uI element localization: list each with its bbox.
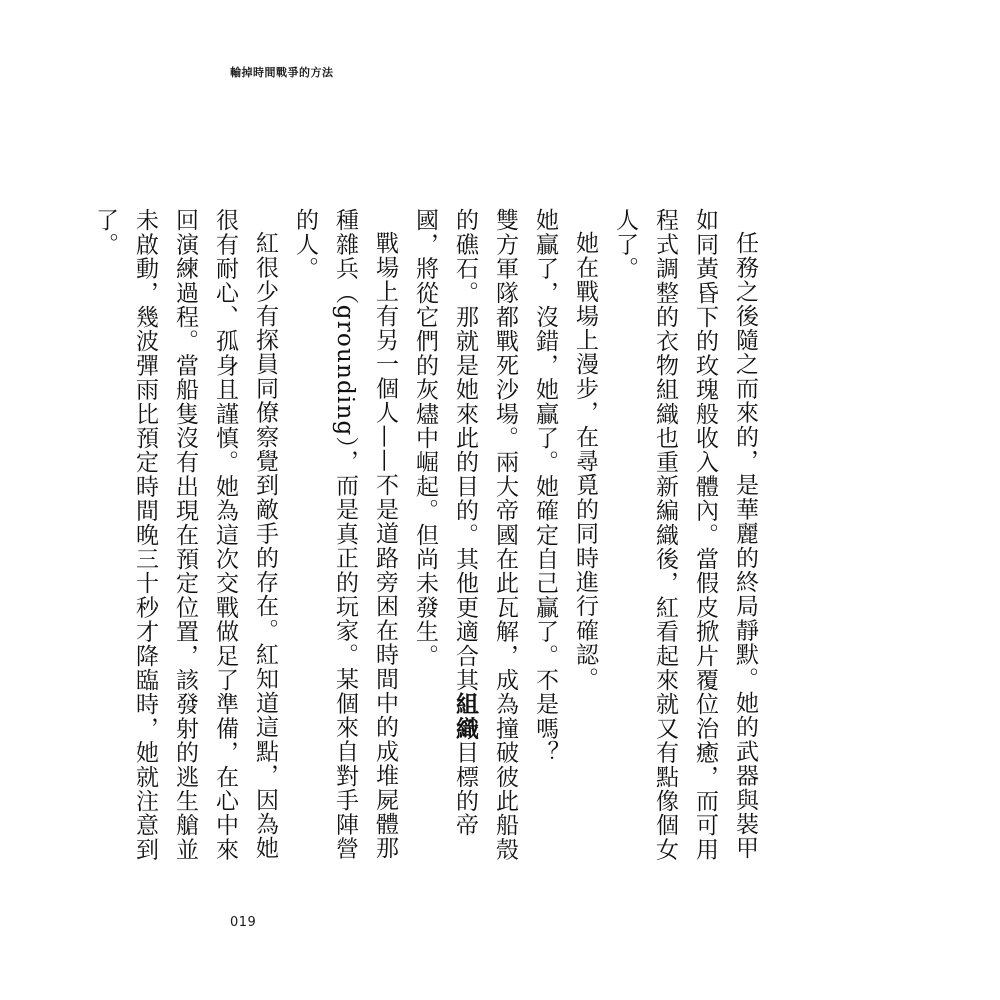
paragraph-2-text: 她在戰場上漫步，在尋覓的同時進行確認。 <box>572 231 598 691</box>
paragraph-5 <box>285 208 405 878</box>
page-number: 019 <box>230 915 257 930</box>
paragraph-1 <box>605 208 765 878</box>
paragraph-6 <box>85 208 285 878</box>
running-header-title: 輸掉時間戰爭的方法 <box>230 66 334 79</box>
paragraph-2 <box>565 208 605 878</box>
paragraph-5-text: 戰場上有另一個人——不是道路旁困在時間中的成堆屍體那種雜兵（grounding），而是真正的玩家。某個來自對手陣營的人。 <box>292 208 398 861</box>
paragraph-3 <box>525 208 565 878</box>
paragraph-6-text: 紅很少有探員同僚察覺到敵手的存在。紅知道這點，因為她很有耐心、孤身且謹慎。她為這次交戰做足了準備，在心中來回演練過程。當船隻沒有出現在預定位置，該發射的逃生艙並未啟動，幾波彈雨比預定時間晚三十秒才降臨時，她就注意到了。 <box>92 208 278 862</box>
paragraph-3-text: 她贏了，沒錯，她贏了。她確定自己贏了。不是嗎？ <box>532 208 558 765</box>
paragraph-4 <box>405 208 525 878</box>
paragraph-4-text-start: 雙方軍隊都戰死沙場。兩大帝國在此瓦解，成為撞破彼此船殼的礁石。那就是她來此的目的。其他更適合其 <box>452 208 518 862</box>
paragraph-1-text: 任務之後隨之而來的，是華麗的終局靜默。她的武器與裝甲如同黃昏下的玫瑰般收入體內。當假皮掀片覆位治癒，而可用程式調整的衣物組織也重新編織後，紅看起來就又有點像個女人了。 <box>612 208 758 862</box>
vertical-body-text <box>85 208 765 878</box>
paragraph-4-bold-term: 組織 <box>452 692 479 741</box>
paragraph-4-text-end: 目標的帝國，將從它們的灰燼中崛起。但尚未發生。 <box>412 208 478 838</box>
